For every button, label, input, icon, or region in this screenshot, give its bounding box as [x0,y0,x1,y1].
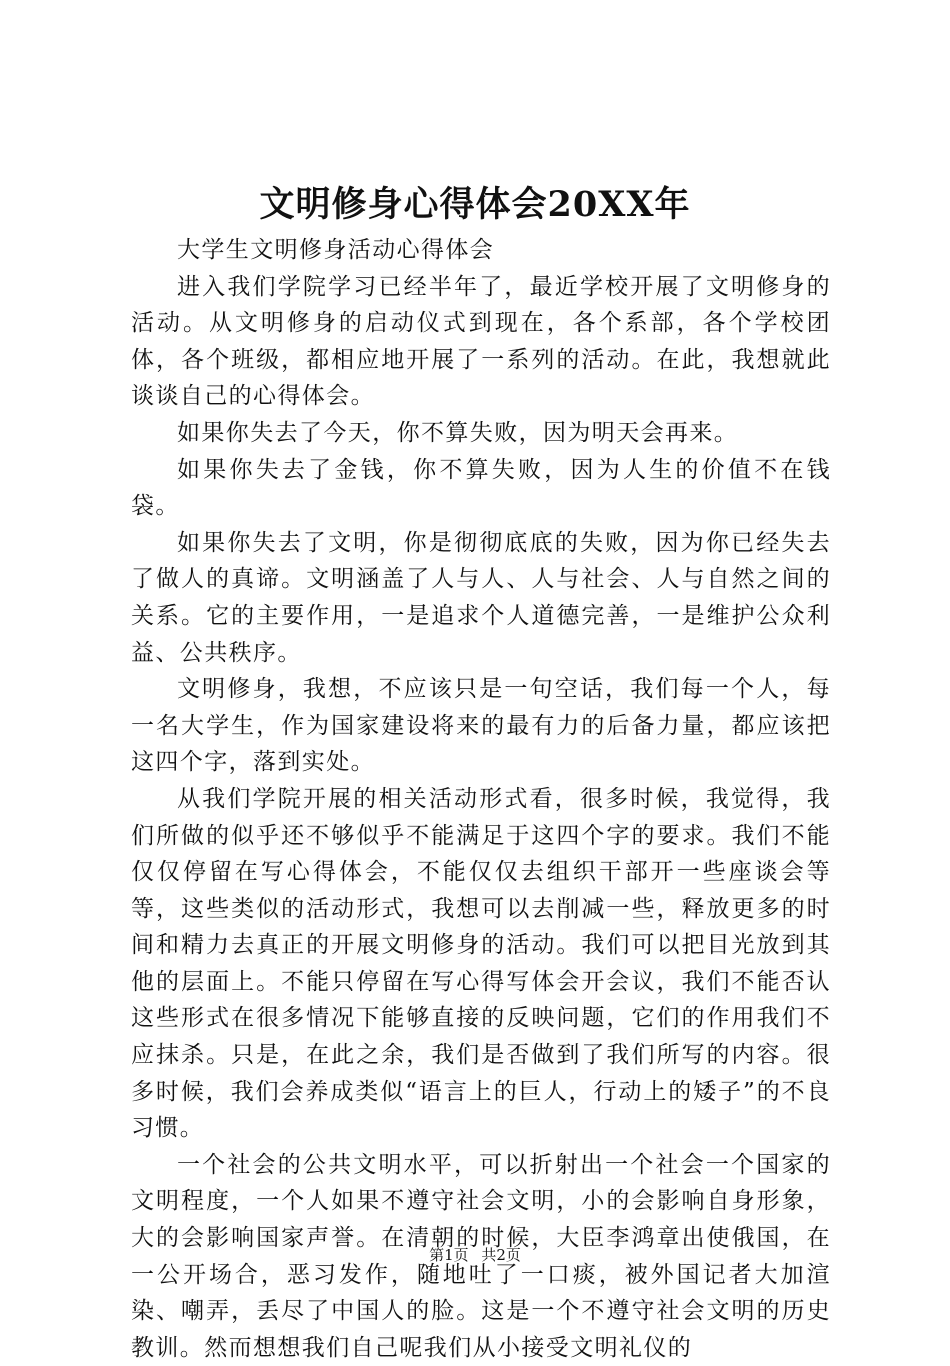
body-paragraph: 如果你失去了文明，你是彻彻底底的失败，因为你已经失去了做人的真谛。文明涵盖了人与人、人与社会、人与自然之间的关系。它的主要作用，一是追求个人道德完善，一是维护公众利益、公共秩序。 [131,529,831,666]
page-total: 共2页 [481,1246,521,1264]
body-paragraph: 一个社会的公共文明水平，可以折射出一个社会一个国家的文明程度，一个人如果不遵守社会文明，小的会影响自身形象，大的会影响国家声誉。在清朝的时候，大臣李鸿章出使俄国，在一公开场合，恶习发作，随地吐了一口痰，被外国记者大加渲染、嘲弄，丢尽了中国人的脸。这是一个不遵守社会文明的历史教训。然而想想我们自己呢我们从小接受文明礼仪的 [131,1151,831,1361]
body-paragraph: 如果你失去了金钱，你不算失败，因为人生的价值不在钱袋。 [131,456,831,520]
document-title: 文明修身心得体会20XX年 [259,184,691,225]
document-body [131,232,831,1366]
subtitle-paragraph: 大学生文明修身活动心得体会 [177,237,495,263]
body-paragraph: 文明修身，我想，不应该只是一句空话，我们每一个人，每一名大学生，作为国家建设将来的最有力的后备力量，都应该把这四个字，落到实处。 [131,676,831,776]
page-footer [0,1244,950,1266]
body-paragraph: 如果你失去了今天，你不算失败，因为明天会再来。 [177,419,739,446]
page-number: 第1页 [429,1246,469,1264]
body-paragraph: 进入我们学院学习已经半年了，最近学校开展了文明修身的活动。从文明修身的启动仪式到现在，各个系部，各个学校团体，各个班级，都相应地开展了一系列的活动。在此，我想就此谈谈自己的心得体会。 [131,273,831,410]
body-paragraph: 从我们学院开展的相关活动形式看，很多时候，我觉得，我们所做的似乎还不够似乎不能满足于这四个字的要求。我们不能仅仅停留在写心得体会，不能仅仅去组织干部开一些座谈会等等，这些类似的活动形式，我想可以去削减一些，释放更多的时间和精力去真正的开展文明修身的活动。我们可以把目光放到其他的层面上。不能只停留在写心得写体会开会议，我们不能否认这些形式在很多情况下能够直接的反映问题，它们的作用我们不应抹杀。只是，在此之余，我们是否做到了我们所写的内容。很多时候，我们会养成类似“语言上的巨人，行动上的矮子”的不良习惯。 [131,785,831,1142]
